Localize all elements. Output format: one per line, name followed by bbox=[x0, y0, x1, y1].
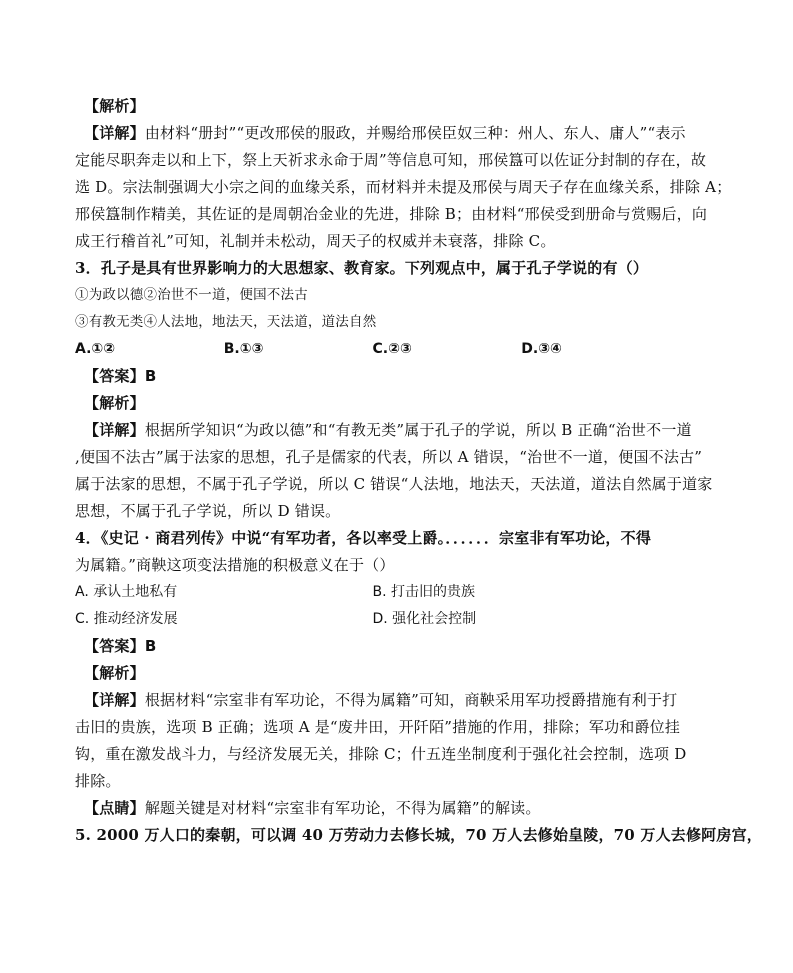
q4-point-line bbox=[75, 795, 670, 822]
prev-detail-line-2: 定能尽职奔走以和上下，祭上天祈求永命于周”等信息可知，邢侯簋可以佐证分封制的存在，故 bbox=[75, 151, 707, 169]
analysis-label: 【解析】 bbox=[84, 97, 145, 115]
prev-detail-text-1: 由材料“册封”“更改邢侯的服政，并赐给邢侯臣奴三种：州人、东人、庸人”“表示 bbox=[144, 124, 686, 142]
q3-answer-value: B bbox=[144, 367, 157, 385]
q4-detail-label: 【详解】 bbox=[84, 691, 145, 709]
q4-options-row-1 bbox=[75, 579, 670, 606]
q3-option-c: C.②③ bbox=[372, 341, 412, 357]
q4-options-row-2 bbox=[75, 606, 670, 633]
q3-detail-label: 【详解】 bbox=[84, 421, 145, 439]
q4-detail-text-1: 根据材料“宗室非有军功论，不得为属籍”可知，商鞅采用军功授爵措施有利于打 bbox=[144, 691, 678, 709]
q3-stem: 3．孔子是具有世界影响力的大思想家、教育家。下列观点中，属于孔子学说的有（） bbox=[75, 259, 649, 277]
point-label: 【点睛】 bbox=[84, 799, 145, 817]
q3-option-a: A.①② bbox=[75, 341, 116, 357]
q4-detail-line-1 bbox=[75, 687, 678, 714]
prev-detail-line-5: 成王行稽首礼”可知，礼制并未松动，周天子的权威并未衰落，排除 C。 bbox=[75, 232, 556, 250]
q4-option-c: C. 推动经济发展 bbox=[75, 611, 178, 627]
q4-analysis-label: 【解析】 bbox=[84, 664, 145, 682]
q4-answer-label: 【答案】 bbox=[84, 637, 145, 655]
q3-answer-line bbox=[75, 363, 670, 390]
q3-items-line-1: ①为政以德②治世不一道，便国不法古 bbox=[75, 287, 308, 303]
q4-answer-line bbox=[75, 633, 670, 660]
q4-detail-line-4: 排除。 bbox=[75, 772, 121, 790]
q3-detail-line-3: 属于法家的思想，不属于孔子学说，所以 C 错误“人法地，地法天，天法道，道法自然属于道家 bbox=[75, 475, 713, 493]
q4-option-a: A. 承认土地私有 bbox=[75, 584, 178, 600]
q4-point-text: 解题关键是对材料“宗室非有军功论，不得为属籍”的解读。 bbox=[144, 799, 541, 817]
q4-detail-line-3: 钩，重在激发战斗力，与经济发展无关，排除 C；什五连坐制度利于强化社会控制，选项 D bbox=[75, 745, 687, 763]
prev-detail-line-1 bbox=[75, 120, 686, 147]
q4-option-d: D. 强化社会控制 bbox=[372, 611, 477, 627]
q3-option-b: B.①③ bbox=[223, 341, 264, 357]
q3-options bbox=[75, 336, 670, 363]
q4-detail-line-2: 击旧的贵族，选项 B 正确；选项 A 是“废井田，开阡陌”措施的作用，排除；军功和爵位挂 bbox=[75, 718, 681, 736]
prev-detail-line-4: 邢侯簋制作精美，其佐证的是周朝冶金业的先进，排除 B；由材料“邢侯受到册命与赏赐后，向 bbox=[75, 205, 708, 223]
q4-answer-value: B bbox=[144, 637, 157, 655]
answer-label: 【答案】 bbox=[84, 367, 145, 385]
q3-detail-line-2: ,便国不法古”属于法家的思想，孔子是儒家的代表，所以 A 错误，“治世不一道，便国不法古” bbox=[75, 448, 703, 466]
q3-option-d: D.③④ bbox=[521, 341, 562, 357]
q5-stem: 5. 2000 万人口的秦朝，可以调 40 万劳动力去修长城，70 万人去修始皇陵，70 万人去修阿房宫， bbox=[75, 826, 762, 844]
q4-stem-line-1: 4．《史记 · 商君列传》中说“有军功者，各以率受上爵。．．．．．．宗室非有军功论，不得 bbox=[75, 529, 652, 547]
detail-label: 【详解】 bbox=[84, 124, 145, 142]
document-content bbox=[75, 93, 762, 849]
q4-option-b: B. 打击旧的贵族 bbox=[372, 584, 476, 600]
q3-detail-line-1 bbox=[75, 417, 692, 444]
q3-detail-line-4: 思想，不属于孔子学说，所以 D 错误。 bbox=[75, 502, 341, 520]
q3-analysis-label: 【解析】 bbox=[84, 394, 145, 412]
q3-detail-text-1: 根据所学知识“为政以德”和“有教无类”属于孔子的学说，所以 B 正确“治世不一道 bbox=[144, 421, 692, 439]
prev-detail-line-3: 选 D。宗法制强调大小宗之间的血缘关系，而材料并未提及邢侯与周天子存在血缘关系，排除 A； bbox=[75, 178, 732, 196]
q3-items-line-2: ③有教无类④人法地，地法天，天法道，道法自然 bbox=[75, 314, 377, 330]
q4-stem-line-2: 为属籍。”商鞅这项变法措施的积极意义在于（） bbox=[75, 556, 395, 574]
